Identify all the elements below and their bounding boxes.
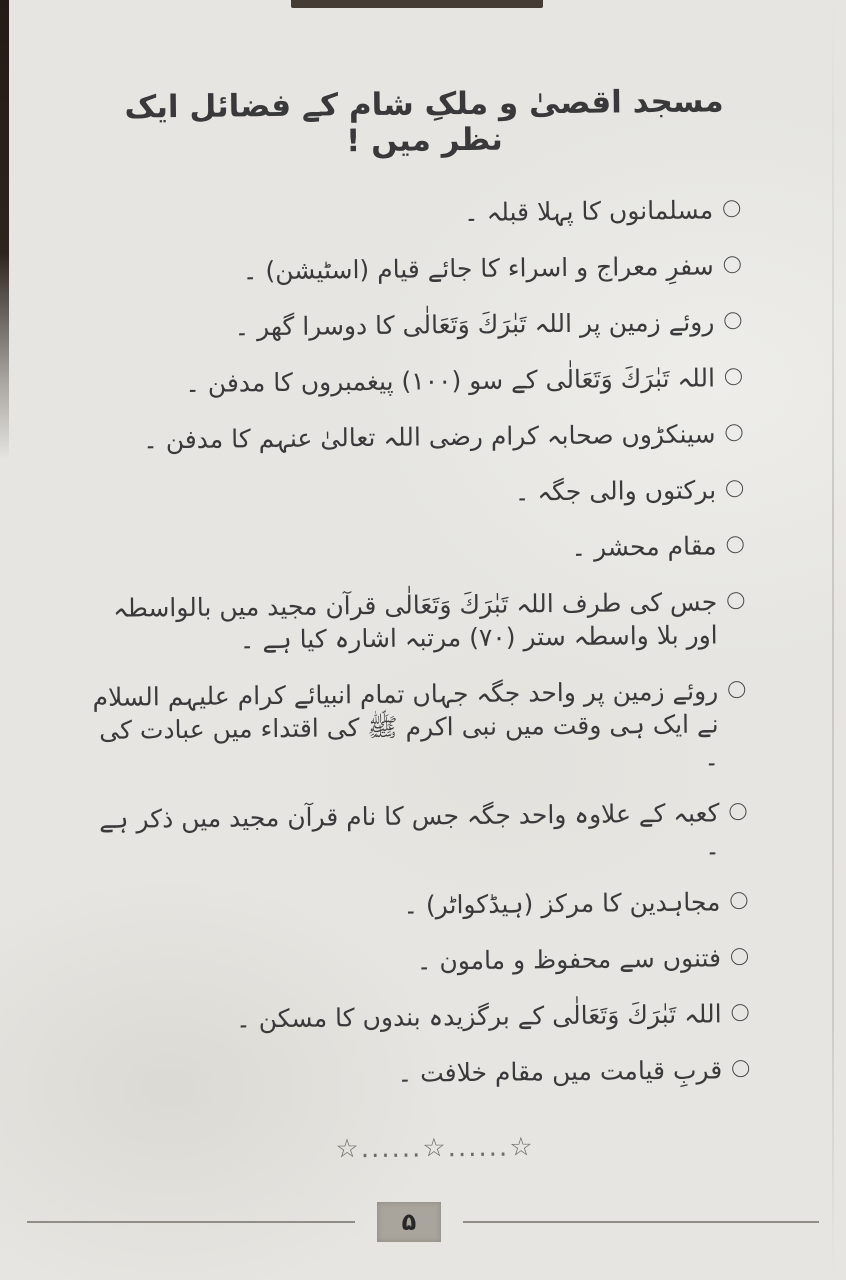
list-item: [84, 361, 742, 401]
list-item-text: مجاہدین کا مرکز (ہیڈکواٹر) ۔: [403, 887, 721, 920]
list-item: [90, 941, 748, 981]
list-item-text: مقام محشر ۔: [571, 531, 717, 562]
list-item-text: روئے زمین پر اللہ تَبٰرَكَ وَتَعَالٰی کا دوسرا گھر ۔: [234, 307, 715, 342]
page-number-badge: [377, 1202, 441, 1242]
bullet-circle-icon: [724, 256, 741, 273]
list-item-text: قربِ قیامت میں مقام خلافت ۔: [397, 1055, 723, 1088]
list-item: [88, 796, 747, 869]
list-item: [89, 885, 747, 925]
list-item-text: سینکڑوں صحابہ کرام رضی اللہ تعالیٰ عنہم کا مدفن ۔: [142, 419, 716, 455]
list-item-text: سفرِ معراج و اسراء کا جائے قیام (اسٹیشن) ۔: [242, 251, 714, 286]
bullet-circle-icon: [730, 892, 747, 909]
bullet-circle-icon: [727, 592, 744, 609]
list-item: [86, 529, 744, 569]
footer-rule-left: [27, 1221, 355, 1223]
bullet-circle-icon: [729, 803, 746, 820]
bullet-circle-icon: [728, 681, 745, 698]
list-item: [87, 674, 746, 780]
bullet-circle-icon: [732, 1060, 749, 1077]
page-number: ۵: [401, 1208, 417, 1236]
list-item: [90, 997, 748, 1037]
virtues-list: [2, 192, 846, 1094]
list-item: [83, 305, 741, 345]
list-item-text: مسلمانوں کا پہلا قبلہ ۔: [463, 195, 714, 228]
list-item-text: روئے زمین پر واحد جگہ جہاں تمام انبیائے کرام علیہم السلام نے ایک ہی وقت میں نبی اکرم ﷺ کی اقتداء میں عبادت کی ۔: [92, 676, 720, 772]
list-item: [91, 1053, 749, 1093]
list-item: [82, 193, 740, 233]
bullet-circle-icon: [727, 536, 744, 553]
bullet-circle-icon: [732, 1004, 749, 1021]
page-footer: [0, 1202, 846, 1242]
bullet-circle-icon: [731, 948, 748, 965]
bullet-circle-icon: [725, 368, 742, 385]
list-item-text: اللہ تَبٰرَكَ وَتَعَالٰی کے سو (۱۰۰) پیغمبروں کا مدفن ۔: [185, 363, 716, 398]
list-item-text: برکتوں والی جگہ ۔: [514, 475, 717, 507]
list-item-text: اللہ تَبٰرَكَ وَتَعَالٰی کے برگزیدہ بندوں کا مسکن ۔: [235, 999, 722, 1034]
list-item: [86, 585, 745, 658]
footer-rule-right: [463, 1221, 819, 1223]
list-item: [84, 417, 742, 457]
list-item-text: جس کی طرف اللہ تَبٰرَكَ وَتَعَالٰی قرآن مجید میں بالواسطہ اور بلا واسطہ ستر (۷۰) مرتبہ اشارہ کیا ہے ۔: [113, 587, 718, 655]
page-title: مسجد اقصیٰ و ملکِ شام کے فضائل ایک نظر میں !: [124, 83, 724, 160]
star-divider: ☆......☆......☆: [335, 1132, 535, 1165]
list-item-text: کعبہ کے علاوہ واحد جگہ جس کا نام قرآن مجید میں ذکر ہے ۔: [99, 798, 721, 861]
list-item: [83, 249, 741, 289]
bullet-circle-icon: [725, 424, 742, 441]
bullet-circle-icon: [726, 480, 743, 497]
list-item: [85, 473, 743, 513]
bullet-circle-icon: [724, 312, 741, 329]
bullet-circle-icon: [723, 200, 740, 217]
list-item-text: فتنوں سے محفوظ و مامون ۔: [416, 943, 722, 976]
